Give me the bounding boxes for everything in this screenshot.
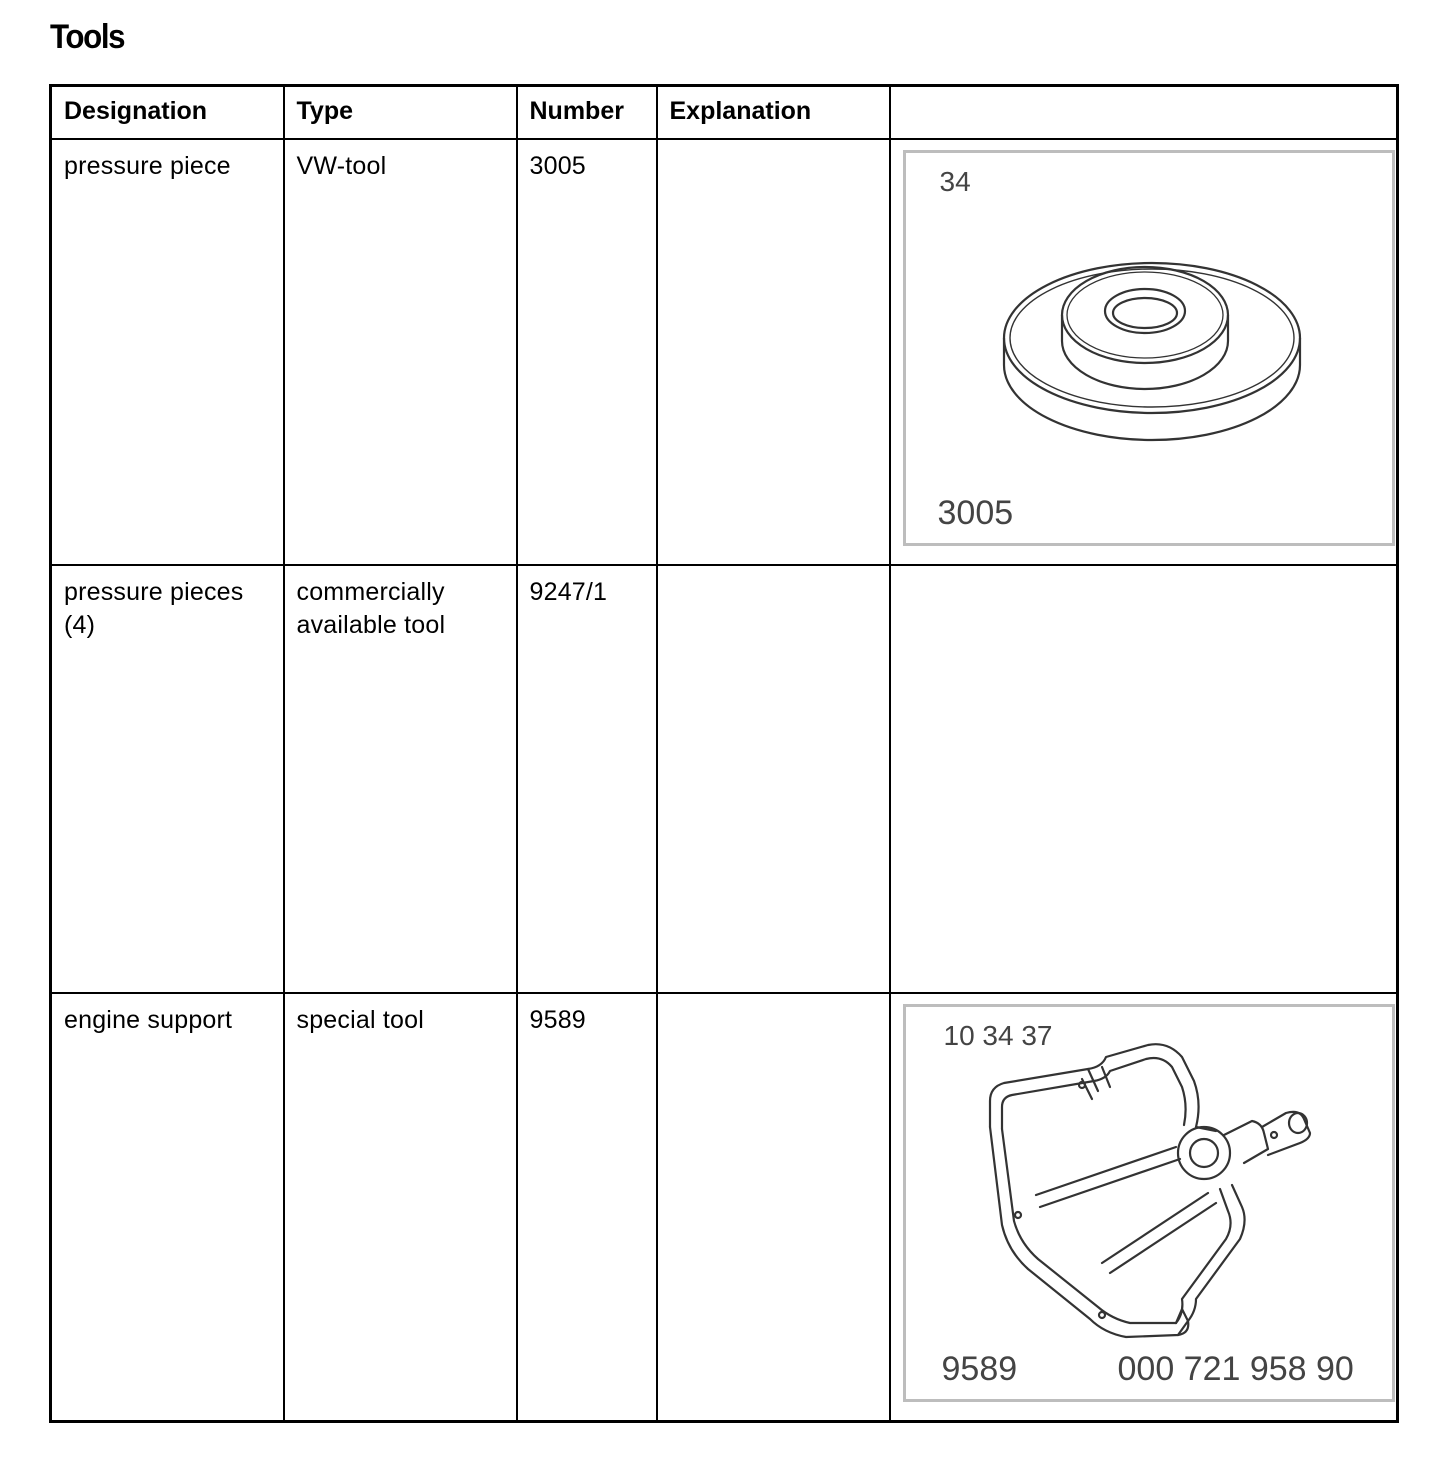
header-designation: Designation: [51, 86, 284, 140]
figure-category-label: 34: [939, 166, 971, 197]
cell-designation: pressure pieces (4): [51, 565, 284, 993]
cell-figure: [890, 139, 1398, 565]
cell-designation: engine support: [51, 993, 284, 1422]
cell-number: 3005: [517, 139, 657, 565]
header-number: Number: [517, 86, 657, 140]
engine-support-figure: [903, 1004, 1395, 1402]
cell-figure-empty: [890, 565, 1398, 993]
cell-figure: [890, 993, 1398, 1422]
cell-explanation: [657, 993, 890, 1422]
pressure-piece-figure: [903, 150, 1395, 546]
cell-number: 9589: [517, 993, 657, 1422]
figure-part-number: 000 721 958 90: [1117, 1350, 1354, 1388]
cell-type: special tool: [284, 993, 517, 1422]
header-type: Type: [284, 86, 517, 140]
figure-tool-number: 9589: [941, 1350, 1018, 1388]
figure-category-label: 10 34 37: [943, 1020, 1053, 1051]
cell-designation: pressure piece: [51, 139, 284, 565]
pressure-piece-drawing-icon: [906, 153, 1392, 543]
header-explanation: Explanation: [657, 86, 890, 140]
tools-table: [49, 84, 1399, 1423]
figure-tool-number: 3005: [937, 494, 1014, 532]
cell-explanation: [657, 139, 890, 565]
table-row: [51, 139, 1398, 565]
cell-type: commercially available tool: [284, 565, 517, 993]
page-title: Tools: [50, 18, 125, 56]
table-header-row: [51, 86, 1398, 140]
cell-type: VW-tool: [284, 139, 517, 565]
engine-support-drawing-icon: [906, 1007, 1392, 1399]
cell-number: 9247/1: [517, 565, 657, 993]
table-row: [51, 565, 1398, 993]
header-figure: [890, 86, 1398, 140]
table-row: [51, 993, 1398, 1422]
cell-explanation: [657, 565, 890, 993]
